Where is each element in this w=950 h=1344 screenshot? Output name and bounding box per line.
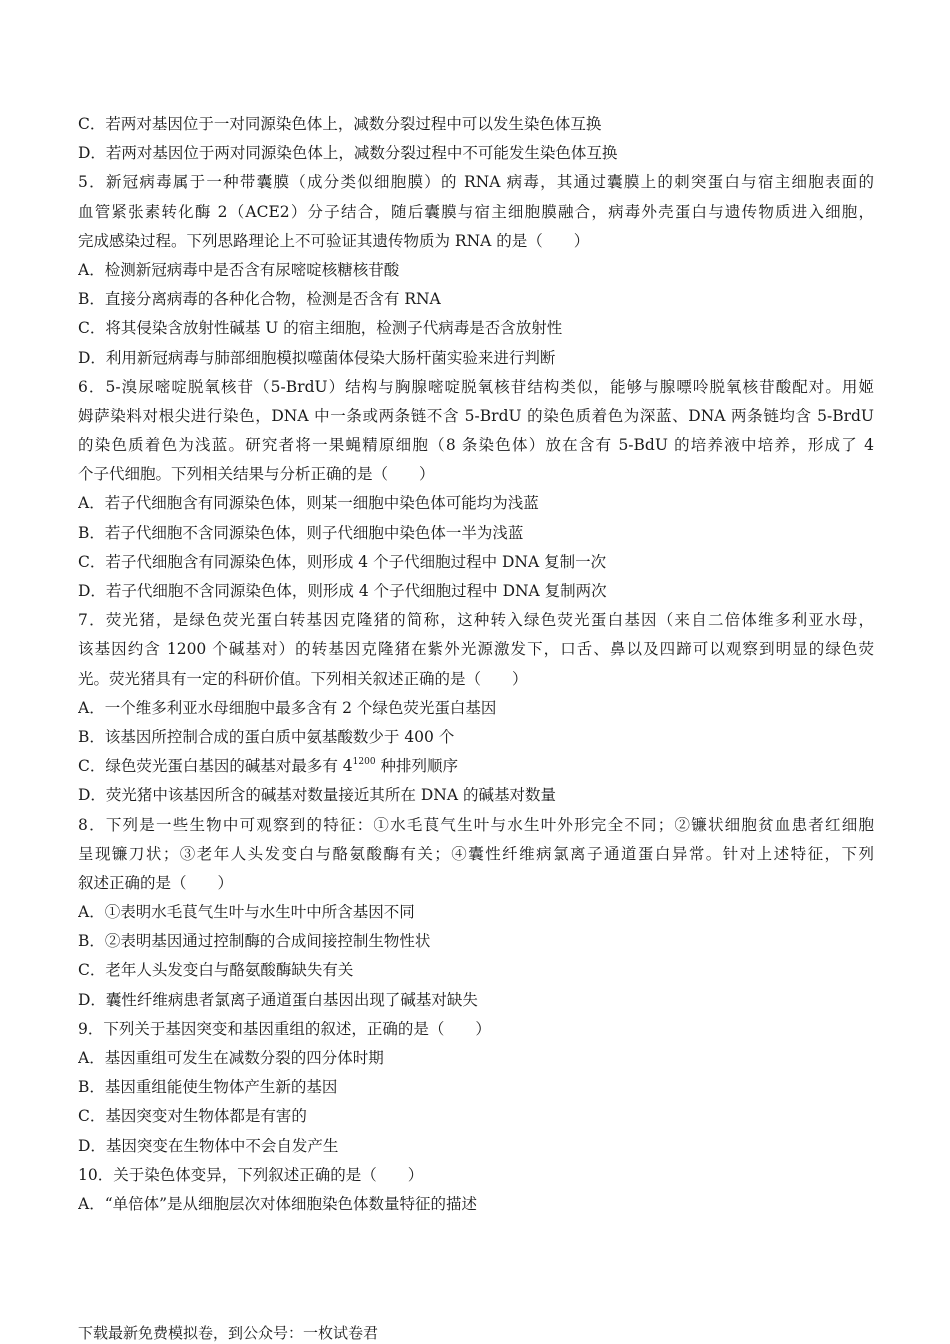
option-a: A．基因重组可发生在减数分裂的四分体时期 — [78, 1049, 384, 1067]
question-6-stem: 6．5-溴尿嘧啶脱氧核苷（5-BrdU）结构与胸腺嘧啶脱氧核苷结构类似，能够与腺嘌呤脱氧核苷酸配对。用姬 — [78, 377, 874, 396]
question-8-stem: 8．下列是一些生物中可观察到的特征：①水毛茛气生叶与水生叶外形完全不同；②镰状细胞贫血患者红细胞 — [78, 815, 874, 834]
text-line: 呈现镰刀状；③老年人头发变白与酪氨酸酶有关；④囊性纤维病氯离子通道蛋白异常。针对上述特征，下列 — [78, 844, 874, 863]
text-line: 光。荧光猪具有一定的科研价值。下列相关叙述正确的是（ ） — [78, 669, 528, 688]
question-9-stem: 9．下列关于基因突变和基因重组的叙述，正确的是（ ） — [78, 1019, 491, 1038]
text-line: 完成感染过程。下列思路理论上不可验证其遗传物质为 RNA 的是（ ） — [78, 231, 590, 250]
question-7-stem: 7．荧光猪，是绿色荧光蛋白转基因克隆猪的简称，这种转入绿色荧光蛋白基因（来自二倍体维多利亚水母， — [78, 611, 874, 630]
option-a: A．一个维多利亚水母细胞中最多含有 2 个绿色荧光蛋白基因 — [78, 698, 497, 717]
text-line: D．若两对基因位于两对同源染色体上，减数分裂过程中不可能发生染色体互换 — [78, 144, 618, 163]
option-d: D．若子代细胞不含同源染色体，则形成 4 个子代细胞过程中 DNA 复制两次 — [78, 582, 607, 600]
option-c: C．基因突变对生物体都是有害的 — [78, 1107, 307, 1126]
text-line: 姆萨染料对根尖进行染色，DNA 中一条或两条链不含 5-BrdU 的染色质着色为深蓝、DNA 两条链均含 5-BrdU — [78, 406, 874, 425]
option-b: B．基因重组能使生物体产生新的基因 — [78, 1078, 338, 1097]
text-line: 该基因约含 1200 个碱基对）的转基因克隆猪在紫外光源激发下，口舌、鼻以及四蹄可以观察到明显的绿色荧 — [78, 640, 874, 659]
option-c: C．老年人头发变白与酪氨酸酶缺失有关 — [78, 961, 354, 980]
text-line: 的染色质着色为浅蓝。研究者将一果蝇精原细胞（8 条染色体）放在含有 5-BdU 的培养液中培养，形成了 4 — [78, 436, 874, 455]
option-c-text: C．绿色荧光蛋白基因的碱基对最多有 4 — [78, 757, 353, 776]
option-b: B．②表明基因通过控制酶的合成间接控制生物性状 — [78, 932, 431, 951]
option-d: D．荧光猪中该基因所含的碱基对数量接近其所在 DNA 的碱基对数量 — [78, 786, 556, 805]
option-a: A．若子代细胞含有同源染色体，则某一细胞中染色体可能均为浅蓝 — [78, 494, 539, 513]
option-b: B．该基因所控制合成的蛋白质中氨基酸数少于 400 个 — [78, 727, 455, 746]
option-d: D．囊性纤维病患者氯离子通道蛋白基因出现了碱基对缺失 — [78, 990, 478, 1009]
option-b: B．若子代细胞不含同源染色体，则子代细胞中染色体一半为浅蓝 — [78, 523, 524, 542]
question-10-stem: 10．关于染色体变异，下列叙述正确的是（ ） — [78, 1165, 424, 1184]
option-a: A．检测新冠病毒中是否含有尿嘧啶核糖核苷酸 — [78, 260, 400, 279]
option-c — [78, 752, 874, 781]
option-a: A．“单倍体”是从细胞层次对体细胞染色体数量特征的描述 — [78, 1194, 478, 1213]
option-b: B．直接分离病毒的各种化合物，检测是否含有 RNA — [78, 290, 441, 309]
option-c: C．若子代细胞含有同源染色体，则形成 4 个子代细胞过程中 DNA 复制一次 — [78, 552, 607, 571]
question-text — [78, 110, 874, 1219]
option-a: A．①表明水毛茛气生叶与水生叶中所含基因不同 — [78, 903, 415, 922]
option-c: C．将其侵染含放射性碱基 U 的宿主细胞，检测子代病毒是否含放射性 — [78, 319, 563, 338]
option-d: D．基因突变在生物体中不会自发产生 — [78, 1136, 339, 1155]
text-line: 叙述正确的是（ ） — [78, 873, 234, 892]
exponent: 1200 — [352, 756, 376, 767]
text-line: 个子代细胞。下列相关结果与分析正确的是（ ） — [78, 465, 435, 484]
text-line: C．若两对基因位于一对同源染色体上，减数分裂过程中可以发生染色体互换 — [78, 115, 602, 133]
option-d: D．利用新冠病毒与肺部细胞模拟噬菌体侵染大肠杆菌实验来进行判断 — [78, 348, 556, 367]
option-c-tail: 种排列顺序 — [375, 757, 458, 776]
text-line: 血管紧张素转化酶 2（ACE2）分子结合，随后囊膜与宿主细胞膜融合，病毒外壳蛋白与遗传物质进入细胞， — [78, 202, 874, 221]
question-5-stem: 5．新冠病毒属于一种带囊膜（成分类似细胞膜）的 RNA 病毒，其通过囊膜上的刺突蛋白与宿主细胞表面的 — [78, 173, 874, 192]
page-footer: 下载最新免费模拟卷，到公众号：一枚试卷君 — [78, 1324, 379, 1342]
